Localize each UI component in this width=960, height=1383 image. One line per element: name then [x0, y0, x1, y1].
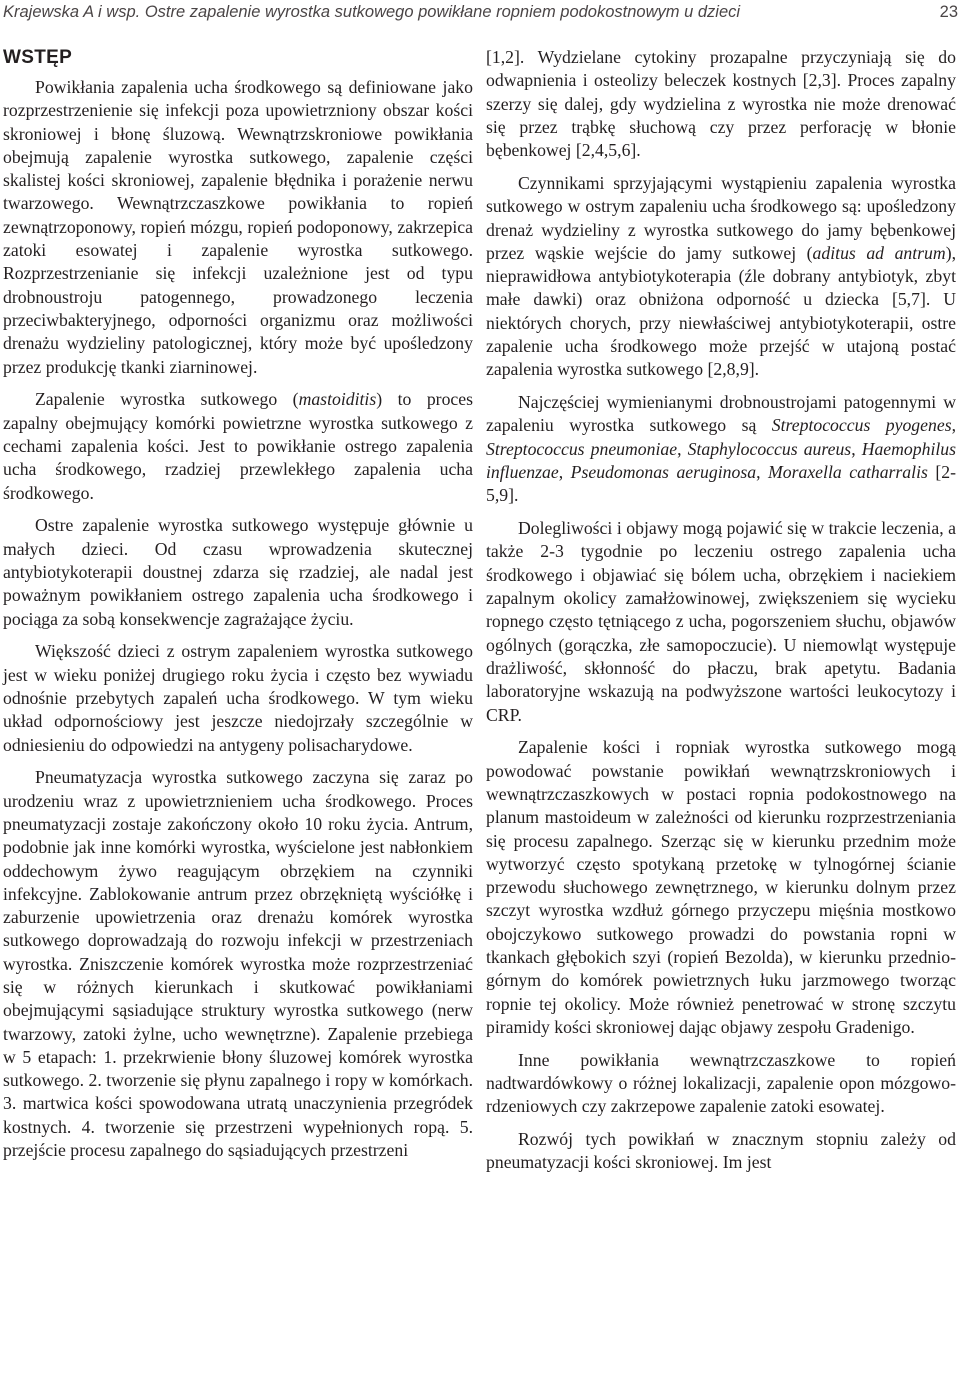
- paragraph: Zapalenie kości i ropniak wyrostka sutkowego mogą powodować powstanie powikłań wewnątrzskroniowych i wewnątrzczaszkowych w postaci ropnia podokostnowego na planum mastoideum w zależności od kierunku rozprzestrzeniania się procesu zapalnego. Szerząc się w kierunku przednim może wytworzyć często spotykaną przetokę w tylnogórnej ścianie przewodu słuchowego zewnętrznego, w kierunku dolnym przez szczyt wyrostka wzdłuż górnego przyczepu mięśnia mostkowo obojczykowo sutkowego prowadzi do powstania ropni w tkankach głębokich szyi (ropień Bezolda), w kierunku przednio-górnym do komórek powietrznych łuku jarzmowego tworząc ropnie tej okolicy. Może również penetrować w stronę szczytu piramidy kości skroniowej dając objawy zespołu Gradenigo.: [486, 737, 956, 1037]
- paragraph: [3, 388, 473, 504]
- italic-term: Haemophilus influenzae: [486, 438, 957, 483]
- paragraph: [1,2]. Wydzielane cytokiny prozapalne przyczyniają się do odwapnienia i osteolizy beleczek kostnych [2,3]. Proces zapalny szerzy się dalej, gdy wydzielina z wyrostka nie może drenować się przez trąbkę słuchową czy przez perforację w błonie bębenkowej [2,4,5,6].: [486, 47, 956, 161]
- section-heading: WSTĘP: [3, 47, 73, 68]
- italic-term: Pseudomonas aeruginosa: [570, 462, 757, 483]
- italic-term: aditus ad antrum: [812, 242, 946, 263]
- page-number: 23: [939, 3, 958, 21]
- paragraph-text: ) to proces zapalny obejmujący komórki powietrzne wyrostka sutkowego z cechami zapalenia kości. Jest to powikłanie ostrego zapalenia ucha środkowego, rzadziej przewlekłego zapalenia ucha środkowego.: [3, 389, 473, 503]
- italic-term: Streptococcus pneumoniae: [486, 438, 678, 459]
- paragraph: Rozwój tych powikłań w znacznym stopniu zależy od pneumatyzacji kości skroniowej. Im jest: [486, 1129, 956, 1173]
- separator: ,: [558, 462, 571, 483]
- left-column: [3, 46, 473, 1172]
- running-title: Krajewska A i wsp. Ostre zapalenie wyrostka sutkowego powikłane ropniem podokostnowym u dzieci: [3, 3, 741, 21]
- right-column: [486, 46, 956, 1184]
- italic-term: Streptococcus pyogenes: [771, 415, 952, 436]
- paragraph: Większość dzieci z ostrym zapaleniem wyrostka sutkowego jest w wieku poniżej drugiego roku życia i często bez wywiadu odnośnie przebytych zapaleń ucha środkowego. W tym wieku układ odpornościowy jest jeszcze niedojrzały szczególnie w odniesieniu do odpowiedzi na antygeny polisacharydowe.: [3, 641, 473, 755]
- paragraph: Pneumatyzacja wyrostka sutkowego zaczyna się zaraz po urodzeniu wraz z upowietrznieniem ucha środkowego. Proces pneumatyzacji zostaje zakończony około 10 roku życia. Antrum, podobnie jak inne komórki wyrostka, wyścielone jest nabłonkiem oddechowym żywo reagującym obrzękiem na czynniki infekcyjne. Zablokowanie antrum przez obrzękniętą wyściółkę i zaburzenie upowietrzenia oraz drenażu komórek wyrostka sutkowego doprowadzają do rozwoju infekcji w przestrzeniach wyrostka. Zniszczenie komórek wyrostka może rozprzestrzeniać się w różnych kierunkach i skutkować powikłaniami obejmującymi sąsiadujące struktury wyrostka sutkowego (nerw twarzowy, zatoki żylne, ucho wewnętrzne). Zapalenie przebiega w 5 etapach: 1. przekrwienie błony śluzowej komórek wyrostka sutkowego. 2. tworzenie się płynu zapalnego i ropy w komórkach. 3. martwica kości spowodowana utratą unaczynienia przegródek kostnych. 4. tworzenie się przestrzeni wypełnionych ropą. 5. przejście procesu zapalnego do sąsiadujących przestrzeni: [3, 767, 473, 1161]
- paragraph: Dolegliwości i objawy mogą pojawić się w trakcie leczenia, a także 2-3 tygodnie po leczeniu ostrego zapalenia ucha środkowego i objawiać się bólem ucha, obrzękiem i naciekiem zapalnym okolicy zamałżowinowej, zwiększeniem się wycieku ropnego często tętniącego z ucha, pogorszeniem słuchu, objawów ogólnych (gorączka, złe samopoczucie). U niemowląt występuje drażliwość, skłonność do płaczu, brak apetytu. Badania laboratoryjne wskazują na podwyższone wartości leukocytozy i CRP.: [486, 518, 956, 725]
- italic-term: mastoiditis: [298, 389, 377, 410]
- paragraph: [486, 172, 956, 382]
- paragraph-text: ), nieprawidłowa antybiotykoterapia (źle dobrany antybiotyk, zbyt małe dawki) oraz obniżona odporność u dziecka [5,7]. U niektórych chorych, przy niewłaściwej antybiotykoterapii, ostre zapalenie ucha środkowego może przejść w utajoną postać zapalenia wyrostka sutkowego [2,8,9].: [486, 242, 956, 380]
- separator: ,: [677, 438, 688, 459]
- separator: ,: [851, 438, 862, 459]
- paragraph-text: Najczęściej wymienianymi drobnoustrojami patogennymi w zapaleniu wyrostka sutkowego są: [486, 392, 956, 436]
- italic-term: Moraxella catharralis: [768, 462, 928, 483]
- separator: ,: [756, 462, 769, 483]
- paragraph: Ostre zapalenie wyrostka sutkowego występuje głównie u małych dzieci. Od czasu wprowadzenia skutecznej antybiotykoterapii doustnej zdarza się rzadziej, ale nadal jest poważnym powikłaniem ostrego zapalenia ucha środkowego i pociąga za sobą konsekwencje zagrażające życiu.: [3, 515, 473, 629]
- paragraph: Powikłania zapalenia ucha środkowego są definiowane jako rozprzestrzenienie się infekcji poza upowietrzniony obszar kości skroniowej i błonę śluzową. Wewnątrzskroniowe powikłania obejmują zapalenie wyrostka sutkowego, zapalenie części skalistej kości skroniowej, zapalenie błędnika i porażenie nerwu twarzowego. Wewnątrzczaszkowe powikłania to ropień zewnątrzoponowy, ropień mózgu, ropień podoponowy, zakrzepica zatoki esowatej i zapalenie wyrostka sutkowego. Rozprzestrzenianie się infekcji uzależnione jest od typu drobnoustroju patogennego, prowadzonego leczenia przeciwbakteryjnego, odporności organizmu oraz możliwości drenażu wydzieliny patologicznej, który może być upośledzony przez produkcję tkanki ziarninowej.: [3, 77, 473, 377]
- paragraph: Inne powikłania wewnątrzczaszkowe to ropień nadtwardówkowy o różnej lokalizacji, zapalenie opon mózgowo-rdzeniowych czy zakrzepowe zapalenie zatoki esowatej.: [486, 1049, 956, 1117]
- paragraph-text: Zapalenie wyrostka sutkowego (: [35, 389, 299, 410]
- italic-term: Staphylococcus aureus: [687, 438, 852, 459]
- separator: ,: [951, 415, 957, 436]
- running-header: [0, 0, 960, 32]
- paragraph: [486, 391, 956, 507]
- paragraph-text: Czynnikami sprzyjającymi wystąpieniu zapalenia wyrostka sutkowego w ostrym zapaleniu ucha środkowego są: upośledzony drenaż wydzieliny z wyrostka sutkowego do jamy bębenkowej przez wąskie wejście do jamy sutkowej (: [486, 172, 956, 263]
- paragraph-text: [2-5,9].: [486, 462, 957, 506]
